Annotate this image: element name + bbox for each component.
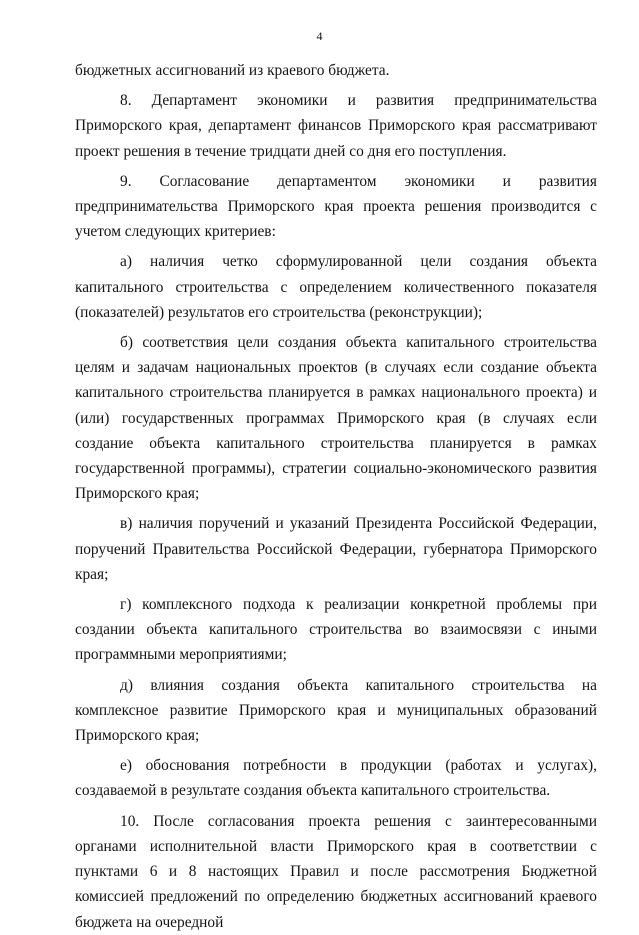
criterion-v: в) наличия поручений и указаний Президента Российской Федерации, поручений Правительства Российской Федерации, губернатора Приморского края;: [75, 515, 597, 583]
paragraph-9: 9. Согласование департаментом экономики и развития предпринимательства Приморского края проекта решения производится с учетом следующих критериев:: [75, 172, 597, 241]
criterion-d: д) влияния создания объекта капитального строительства на комплексное развитие Приморского края и муниципальных образований Приморского края;: [75, 676, 597, 745]
criterion-b: б) соответствия цели создания объекта капитального строительства целям и задачам национальных проектов (в случаях если создание объекта капитального строительства планируется в рамках национального проекта) и (или) государственных программах Приморского края (в случаях если создание объекта капитального строительства планируется в рамках государственной программы), стратегии социально-экономического развития Приморского края;: [75, 334, 597, 503]
paragraph-10: 10. После согласования проекта решения с заинтересованными органами исполнительной власти Приморского края в соответствии с пунктами 6 и 8 настоящих Правил и после рассмотрения Бюджетной комиссией предложений по определению бюджетных ассигнований краевого бюджета на очередной: [75, 812, 597, 931]
criterion-e: е) обоснования потребности в продукции (работах и услугах), создаваемой в результате создания объекта капитального строительства.: [75, 757, 597, 800]
criterion-a: а) наличия четко сформулированной цели создания объекта капитального строительства с определением количественного показателя (показателей) результатов его строительства (реконструкции);: [75, 253, 597, 321]
paragraph-continuation: бюджетных ассигнований из краевого бюджета.: [75, 62, 390, 79]
criterion-g: г) комплексного подхода к реализации конкретной проблемы при создании объекта капитального строительства во взаимосвязи с иными программными мероприятиями;: [75, 596, 597, 664]
document-body: [75, 58, 597, 935]
page-number: 4: [316, 29, 323, 43]
paragraph-8: 8. Департамент экономики и развития предпринимательства Приморского края, департамент финансов Приморского края рассматривают проект решения в течение тридцати дней со дня его поступления.: [75, 92, 597, 160]
